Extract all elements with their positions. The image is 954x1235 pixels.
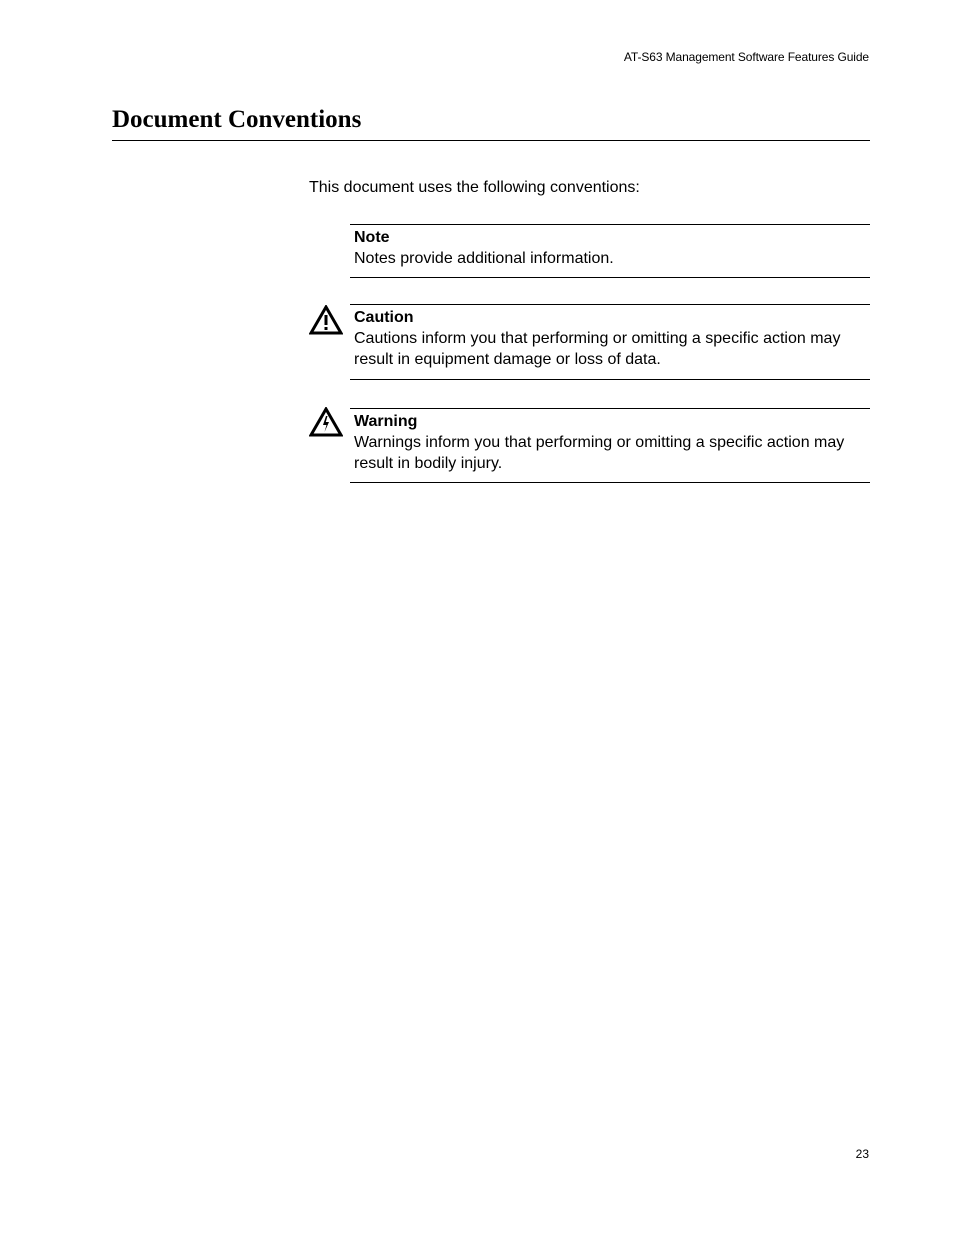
caution-triangle-icon — [309, 305, 343, 335]
caution-box — [350, 304, 870, 380]
caution-text: Cautions inform you that performing or omitting a specific action may result in equipment damage or loss of data. — [354, 330, 841, 368]
warning-box — [350, 408, 870, 483]
title-rule — [112, 140, 870, 141]
running-header: AT-S63 Management Software Features Guide — [623, 50, 869, 64]
note-label: Note — [354, 229, 390, 246]
intro-paragraph: This document uses the following conventions: — [309, 179, 640, 196]
warning-lightning-triangle-icon — [309, 407, 343, 437]
note-text: Notes provide additional information. — [354, 250, 614, 267]
page-number: 23 — [855, 1147, 869, 1161]
caution-label: Caution — [354, 309, 414, 326]
note-box — [350, 224, 870, 278]
warning-text: Warnings inform you that performing or omitting a specific action may result in bodily injury. — [354, 434, 845, 472]
warning-label: Warning — [354, 413, 418, 430]
section-title: Document Conventions — [112, 106, 362, 133]
